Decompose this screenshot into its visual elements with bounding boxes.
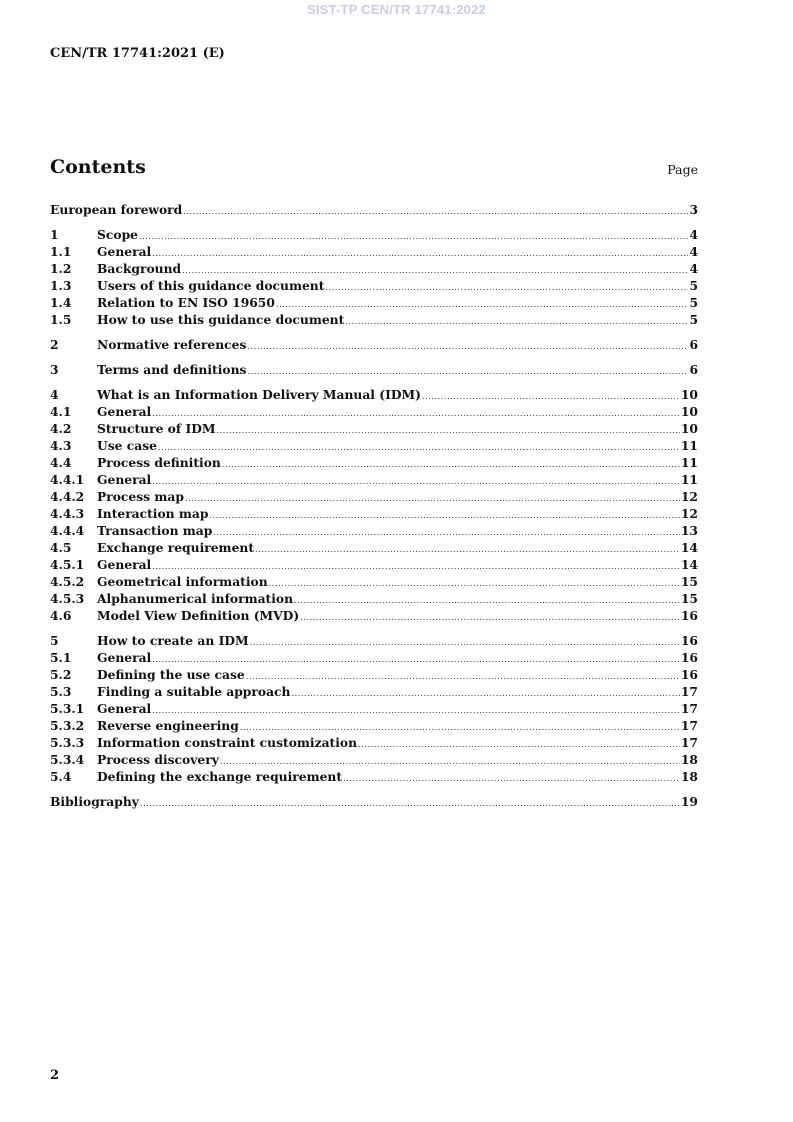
toc-entry-number: 1.3	[50, 278, 72, 293]
toc-entry-title: Alphanumerical information	[97, 591, 294, 606]
toc-entry-page: 17	[680, 735, 698, 750]
toc-entry-number: 4.4.3	[50, 506, 85, 521]
toc-entry-number: 4.5.2	[50, 574, 85, 589]
toc-dot-leader	[294, 592, 680, 609]
toc-entry[interactable]	[50, 488, 698, 505]
toc-entry-number: 4.2	[50, 421, 72, 436]
toc-entry-title: General	[97, 404, 152, 419]
toc-entry-page: 4	[689, 261, 698, 276]
toc-entry-number: 1.2	[50, 261, 72, 276]
toc-entry-title: Background	[97, 261, 182, 276]
toc-entry-title: What is an Information Delivery Manual (IDM)	[97, 387, 421, 402]
toc-entry-page: 17	[680, 701, 698, 716]
toc-entry-page: 4	[689, 227, 698, 242]
toc-entry-page: 5	[689, 312, 698, 327]
toc-entry-page: 6	[689, 362, 698, 377]
toc-dot-leader	[140, 795, 680, 812]
toc-entry-number: 2	[50, 337, 59, 352]
toc-entry[interactable]	[50, 260, 698, 277]
toc-entry-number: 4.4.2	[50, 489, 85, 504]
toc-entry-title: How to create an IDM	[97, 633, 249, 648]
watermark-text: SIST-TP CEN/TR 17741:2022	[307, 2, 486, 17]
toc-entry-page: 18	[680, 752, 698, 767]
toc-entry-title: Defining the exchange requirement	[97, 769, 343, 784]
toc-entry-page: 18	[680, 769, 698, 784]
toc-entry[interactable]	[50, 505, 698, 522]
toc-entry[interactable]	[50, 437, 698, 454]
toc-dot-leader	[152, 473, 680, 490]
toc-entry-page: 10	[680, 404, 698, 419]
toc-entry-title: General	[97, 701, 152, 716]
toc-entry-title: General	[97, 244, 152, 259]
toc-entry-number: 5.3	[50, 684, 72, 699]
toc-entry-title: Reverse engineering	[97, 718, 239, 733]
page-title: Contents	[50, 156, 146, 178]
toc-entry-page: 11	[680, 438, 698, 453]
toc-entry-number: 1.4	[50, 295, 72, 310]
toc-dot-leader	[247, 363, 688, 380]
toc-entry-title: Structure of IDM	[97, 421, 216, 436]
toc-entry-title: Model View Definition (MVD)	[97, 608, 300, 623]
toc-entry-title: Defining the use case	[97, 667, 245, 682]
toc-dot-leader	[300, 609, 680, 626]
toc-entry-page: 17	[680, 718, 698, 733]
toc-entry-number: 5	[50, 633, 59, 648]
toc-entry-number: 4.4.1	[50, 472, 85, 487]
toc-entry-number: 5.3.1	[50, 701, 85, 716]
toc-entry-page: 5	[689, 278, 698, 293]
toc-entry[interactable]	[50, 573, 698, 590]
toc-entry-title: General	[97, 557, 152, 572]
toc-entry-page: 13	[680, 523, 698, 538]
toc-entry-title: European foreword	[50, 202, 183, 217]
toc-entry-number: 4.5	[50, 540, 72, 555]
toc-entry[interactable]	[50, 556, 698, 573]
toc-dot-leader	[247, 338, 688, 355]
toc-entry-page: 12	[680, 506, 698, 521]
toc-entry-number: 4.1	[50, 404, 72, 419]
toc-entry-number: 4.3	[50, 438, 72, 453]
toc-entry[interactable]	[50, 700, 698, 717]
toc-entry[interactable]	[50, 793, 698, 810]
toc-entry-page: 14	[680, 540, 698, 555]
toc-entry[interactable]	[50, 361, 698, 378]
toc-dot-leader	[422, 388, 680, 405]
toc-dot-leader	[358, 736, 680, 753]
toc-entry-number: 4.5.1	[50, 557, 85, 572]
toc-entry[interactable]	[50, 277, 698, 294]
toc-entry[interactable]	[50, 666, 698, 683]
toc-dot-leader	[255, 541, 680, 558]
toc-entry-number: 5.3.4	[50, 752, 85, 767]
toc-entry-title: Use case	[97, 438, 157, 453]
toc-entry[interactable]	[50, 717, 698, 734]
toc-entry[interactable]	[50, 590, 698, 607]
toc-entry[interactable]	[50, 607, 698, 624]
toc-dot-leader	[269, 575, 680, 592]
toc-dot-leader	[139, 228, 688, 245]
toc-entry-page: 11	[680, 472, 698, 487]
toc-entry[interactable]	[50, 683, 698, 700]
toc-entry-page: 5	[689, 295, 698, 310]
toc-dot-leader	[152, 245, 688, 262]
toc-dot-leader	[216, 422, 679, 439]
toc-entry-title: Scope	[97, 227, 138, 242]
toc-entry[interactable]	[50, 386, 698, 403]
toc-dot-leader	[222, 456, 680, 473]
toc-entry[interactable]	[50, 471, 698, 488]
toc-entry[interactable]	[50, 311, 698, 328]
toc-entry-title: General	[97, 472, 152, 487]
toc-entry-page: 16	[680, 667, 698, 682]
toc-entry[interactable]	[50, 336, 698, 353]
toc-entry-number: 4.5.3	[50, 591, 85, 606]
toc-entry-number: 1.5	[50, 312, 72, 327]
toc-dot-leader	[250, 634, 680, 651]
toc-entry-page: 16	[680, 633, 698, 648]
toc-entry-number: 4.4.4	[50, 523, 85, 538]
toc-entry-page: 6	[689, 337, 698, 352]
toc-entry-number: 5.1	[50, 650, 72, 665]
toc-entry-number: 5.3.3	[50, 735, 85, 750]
toc-entry-page: 16	[680, 650, 698, 665]
footer-page-number: 2	[50, 1068, 60, 1083]
toc-entry[interactable]	[50, 734, 698, 751]
toc-dot-leader	[291, 685, 679, 702]
toc-dot-leader	[209, 507, 679, 524]
toc-entry-title: Process map	[97, 489, 184, 504]
toc-entry-page: 10	[680, 387, 698, 402]
toc-entry-title: Exchange requirement	[97, 540, 255, 555]
toc-entry-number: 4.6	[50, 608, 72, 623]
toc-entry-title: Relation to EN ISO 19650	[97, 295, 275, 310]
toc-entry-title: Information constraint customization	[97, 735, 358, 750]
toc-entry-title: General	[97, 650, 152, 665]
toc-entry-number: 4.4	[50, 455, 72, 470]
toc-dot-leader	[325, 279, 688, 296]
toc-entry-title: Normative references	[97, 337, 247, 352]
toc-entry-number: 1.1	[50, 244, 72, 259]
toc-entry-title: Geometrical information	[97, 574, 268, 589]
toc-entry[interactable]	[50, 294, 698, 311]
toc-entry-title: Process definition	[97, 455, 221, 470]
toc-dot-leader	[343, 770, 680, 787]
toc-entry-title: Finding a suitable approach	[97, 684, 291, 699]
toc-entry[interactable]	[50, 649, 698, 666]
toc-entry[interactable]	[50, 420, 698, 437]
toc-entry-page: 4	[689, 244, 698, 259]
toc-entry[interactable]	[50, 403, 698, 420]
toc-entry-title: Bibliography	[50, 794, 139, 809]
toc-dot-leader	[345, 313, 688, 330]
toc-entry[interactable]	[50, 201, 698, 218]
toc-entry[interactable]	[50, 632, 698, 649]
toc-entry-number: 5.4	[50, 769, 72, 784]
toc-entry[interactable]	[50, 243, 698, 260]
toc-entry-title: Process discovery	[97, 752, 219, 767]
toc-entry-title: Users of this guidance document	[97, 278, 325, 293]
toc-entry-page: 11	[680, 455, 698, 470]
toc-entry-page: 16	[680, 608, 698, 623]
toc-dot-leader	[246, 668, 680, 685]
toc-entry[interactable]	[50, 751, 698, 768]
toc-entry-page: 14	[680, 557, 698, 572]
toc-dot-leader	[185, 490, 680, 507]
toc-entry[interactable]	[50, 454, 698, 471]
document-identifier: CEN/TR 17741:2021 (E)	[50, 46, 225, 61]
table-of-contents	[50, 201, 698, 810]
page-column-label: Page	[667, 162, 698, 177]
toc-entry-page: 12	[680, 489, 698, 504]
toc-dot-leader	[152, 405, 680, 422]
toc-entry-number: 3	[50, 362, 59, 377]
toc-entry-number: 5.2	[50, 667, 72, 682]
toc-entry-page: 19	[680, 794, 698, 809]
toc-entry[interactable]	[50, 522, 698, 539]
toc-entry-title: Transaction map	[97, 523, 213, 538]
toc-entry-title: Interaction map	[97, 506, 209, 521]
toc-dot-leader	[158, 439, 680, 456]
toc-entry-number: 4	[50, 387, 59, 402]
toc-entry-title: Terms and definitions	[97, 362, 247, 377]
toc-entry[interactable]	[50, 226, 698, 243]
toc-entry-number: 5.3.2	[50, 718, 85, 733]
toc-entry[interactable]	[50, 539, 698, 556]
toc-entry-page: 15	[680, 574, 698, 589]
toc-entry-title: How to use this guidance document	[97, 312, 345, 327]
toc-entry-page: 3	[689, 202, 698, 217]
toc-entry-page: 15	[680, 591, 698, 606]
toc-entry-page: 10	[680, 421, 698, 436]
toc-dot-leader	[183, 203, 688, 220]
toc-entry-page: 17	[680, 684, 698, 699]
toc-entry[interactable]	[50, 768, 698, 785]
toc-dot-leader	[213, 524, 680, 541]
toc-entry-number: 1	[50, 227, 59, 242]
